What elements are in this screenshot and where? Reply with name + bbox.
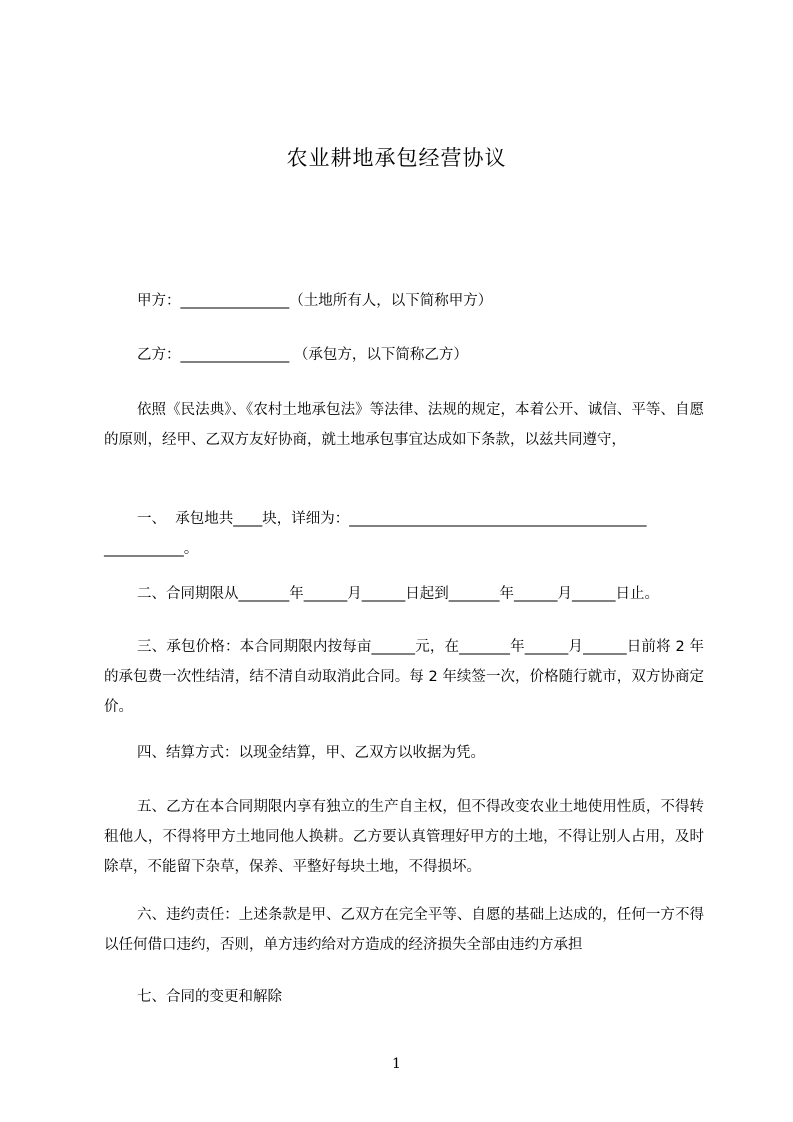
clause-1 [104, 504, 704, 564]
clause-5: 五、乙方在本合同期限内享有独立的生产自主权，但不得改变农业土地使用性质，不得转租他人，不得将甲方土地同他人换耕。乙方要认真管理好甲方的土地，不得让别人占用，及时除草，不能留下杂草，保养、平整好每块土地，不得损坏。 [104, 799, 704, 875]
clause-1-line-1: 一、 承包地共____块，详细为：_________________________________________ [137, 511, 647, 527]
party-a-line: 甲方：_______________（土地所有人，以下简称甲方） [137, 293, 493, 309]
page-number: 1 [392, 1056, 401, 1072]
party-b-line: 乙方：_______________ （承包方，以下简称乙方） [137, 347, 468, 363]
clause-3: 三、承包价格：本合同期限内按每亩______元，在_______年______月______日前将 2 年的承包费一次性结清，结不清自动取消此合同。每 2 年续签一次，价格随行就市，双方协商定价。 [104, 639, 704, 715]
clause-2: 二、合同期限从_______年______月______日起到_______年______月______日止。 [137, 586, 659, 602]
preamble-paragraph: 依照《民法典》、《农村土地承包法》等法律、法规的规定，本着公开、诚信、平等、自愿的原则，经甲、乙双方友好协商，就土地承包事宜达成如下条款，以兹共同遵守， [104, 402, 704, 448]
clause-6: 六、违约责任：上述条款是甲、乙双方在完全平等、自愿的基础上达成的，任何一方不得以任何借口违约，否则，单方违约给对方造成的经济损失全部由违约方承担 [104, 907, 704, 953]
clause-7: 七、合同的变更和解除 [137, 989, 282, 1005]
clause-1-line-2: ___________。 [104, 541, 199, 557]
clause-4: 四、结算方式：以现金结算，甲、乙双方以收据为凭。 [137, 745, 485, 761]
document-title: 农业耕地承包经营协议 [286, 146, 507, 170]
